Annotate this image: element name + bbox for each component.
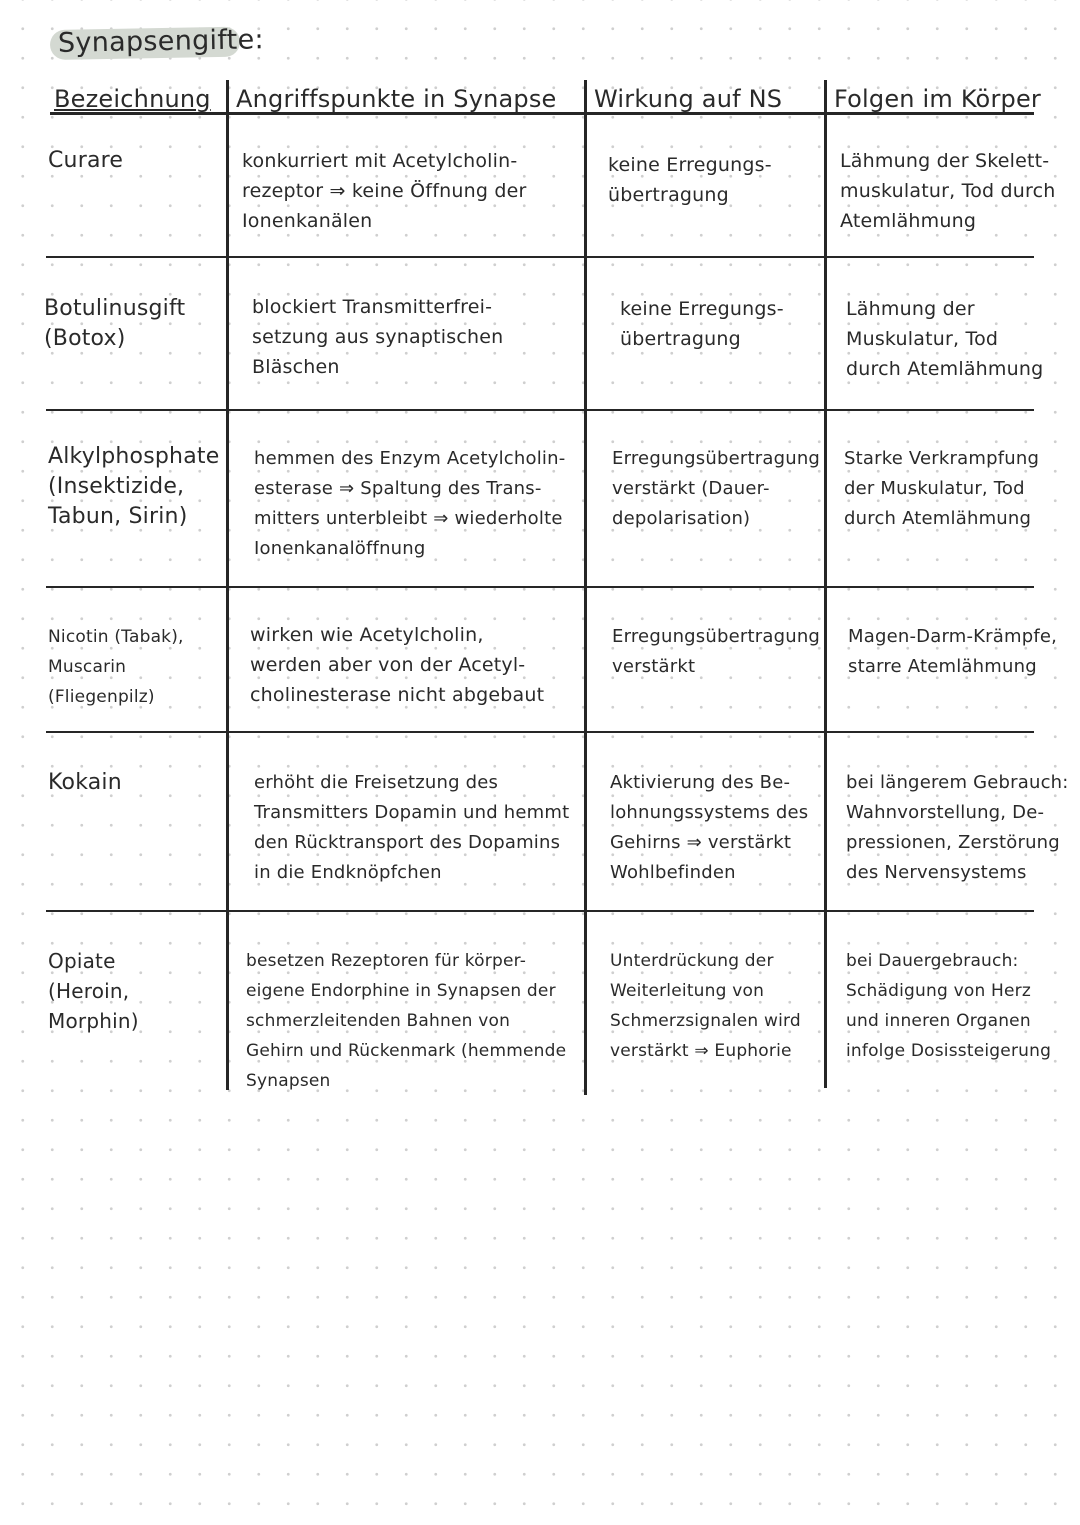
row-divider-3: [46, 586, 1034, 588]
row-divider-5: [46, 910, 1034, 912]
row-2-name: Botulinusgift (Botox): [44, 296, 186, 351]
row-2-consequence: Lähmung der Muskulatur, Tod durch Atemlähmung: [846, 298, 1044, 380]
header-name: Bezeichnung: [54, 85, 211, 113]
row-4-name: Nicotin (Tabak), Muscarin (Fliegenpilz): [48, 627, 184, 707]
row-divider-4: [46, 731, 1034, 733]
row-1-name: Curare: [48, 148, 124, 173]
row-6-consequence: bei Dauergebrauch: Schädigung von Herz und inneren Organen infolge Dosissteigerung: [846, 951, 1052, 1061]
header-target: Angriffspunkte in Synapse: [236, 85, 557, 113]
row-4-target: wirken wie Acetylcholin, werden aber von der Acetyl- cholinesterase nicht abgebaut: [250, 624, 545, 706]
row-1-effect: keine Erregungs- übertragung: [608, 154, 772, 206]
row-4-consequence: Magen-Darm-Krämpfe, starre Atemlähmung: [848, 626, 1058, 677]
row-3-name: Alkylphosphate (Insektizide, Tabun, Sirin): [48, 444, 220, 529]
row-4-effect: Erregungsübertragung verstärkt: [612, 626, 821, 677]
row-divider-2: [46, 409, 1034, 411]
row-3-consequence: Starke Verkrampfung der Muskulatur, Tod durch Atemlähmung: [844, 448, 1040, 529]
row-divider-1: [46, 256, 1034, 258]
column-divider-2: [584, 80, 587, 1095]
header-effect: Wirkung auf NS: [594, 85, 783, 113]
row-6-effect: Unterdrückung der Weiterleitung von Schmerzsignalen wird verstärkt ⇒ Euphorie: [610, 951, 801, 1061]
row-5-consequence: bei längerem Gebrauch: Wahnvorstellung, De- pressionen, Zerstörung des Nervensystems: [846, 772, 1069, 883]
row-5-target: erhöht die Freisetzung des Transmitters Dopamin und hemmt den Rücktransport des Dopamins in die Endknöpfchen: [254, 772, 570, 883]
row-1-target: konkurriert mit Acetylcholin- rezeptor ⇒ keine Öffnung der Ionenkanälen: [242, 150, 527, 232]
row-5-name: Kokain: [48, 770, 122, 795]
row-5-effect: Aktivierung des Be- lohnungssystems des Gehirns ⇒ verstärkt Wohlbefinden: [610, 772, 809, 883]
row-2-effect: keine Erregungs- übertragung: [620, 298, 784, 350]
page-title: [46, 22, 280, 62]
column-divider-3: [824, 80, 827, 1088]
row-3-target: hemmen des Enzym Acetylcholin- esterase ⇒ Spaltung des Trans- mitters unterbleibt ⇒ wiederholte Ionenkanalöffnung: [254, 448, 566, 559]
row-2-target: blockiert Transmitterfrei- setzung aus synaptischen Bläschen: [252, 296, 504, 378]
header-consequence: Folgen im Körper: [834, 85, 1041, 113]
row-6-target: besetzen Rezeptoren für körper- eigene Endorphine in Synapsen der schmerzleitenden Bahnen von Gehirn und Rückenmark (hemmende Synapsen: [246, 951, 567, 1091]
row-6-name: Opiate (Heroin, Morphin): [48, 949, 139, 1033]
title-text: Synapsengifte:: [57, 24, 265, 59]
column-divider-1: [226, 80, 229, 1090]
row-3-effect: Erregungsübertragung verstärkt (Dauer- depolarisation): [612, 448, 821, 529]
row-1-consequence: Lähmung der Skelett- muskulatur, Tod durch Atemlähmung: [840, 150, 1056, 232]
